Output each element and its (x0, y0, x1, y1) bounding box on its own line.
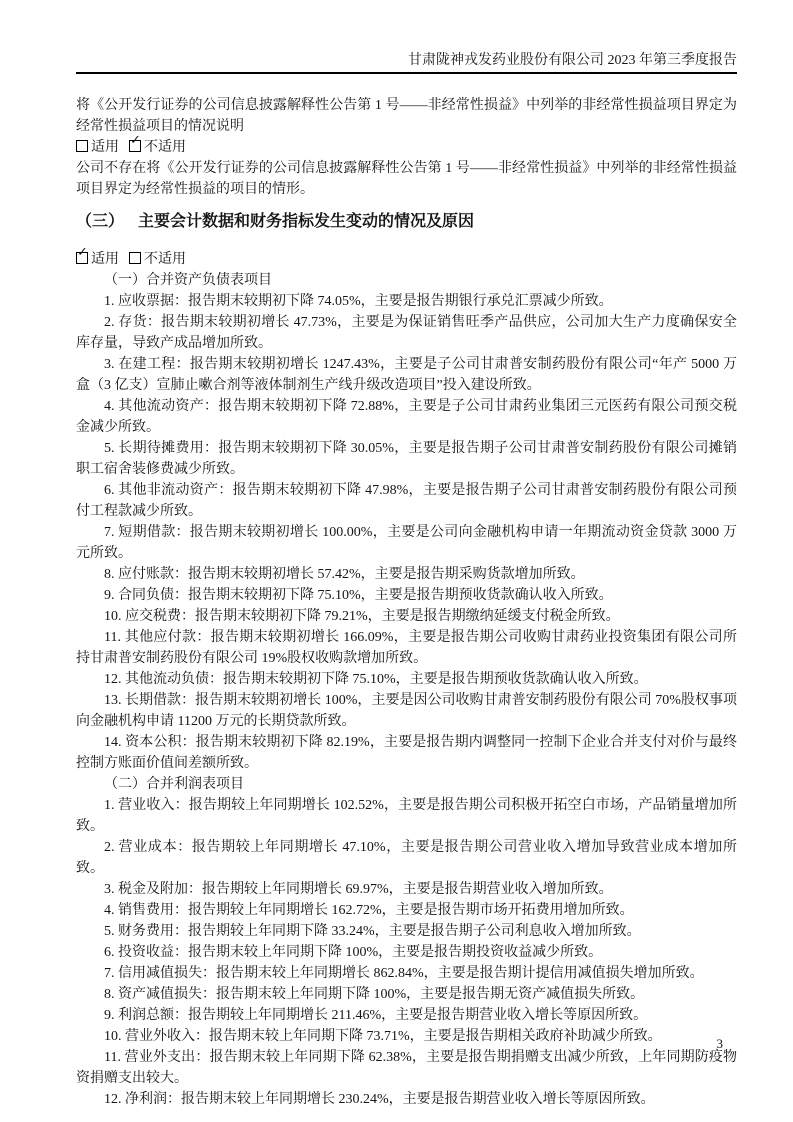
option-applicable (76, 245, 119, 270)
income-item: 8. 资产减值损失：报告期末较上年同期下降 100%，主要是报告期无资产减值损失所致。 (104, 987, 645, 1002)
balance-item: 7. 短期借款：报告期末较期初增长 100.00%，主要是公司向金融机构申请一年期流动资金贷款 3000 万元所致。 (76, 525, 737, 561)
option-not-applicable (129, 249, 186, 270)
section3-title: 主要会计数据和财务指标发生变动的情况及原因 (138, 213, 475, 230)
balance-item: 3. 在建工程：报告期末较期初增长 1247.43%，主要是子公司甘肃普安制药股份有限公司“年产 5000 万盒（3 亿支）宣肺止嗽合剂等液体制剂生产线升级改造项目”投入建设所致。 (76, 357, 737, 393)
not-applicable-label: 不适用 (144, 252, 186, 267)
income-item: 6. 投资收益：报告期末较上年同期下降 100%，主要是报告期投资收益减少所致。 (104, 945, 603, 960)
income-item: 1. 营业收入：报告期较上年同期增长 102.52%，主要是报告期公司积极开拓空白市场，产品销量增加所致。 (76, 798, 737, 834)
checkbox-unchecked-icon (76, 140, 88, 152)
balance-item: 11. 其他应付款：报告期末较期初增长 166.09%，主要是报告期公司收购甘肃药业投资集团有限公司所持甘肃普安制药股份有限公司 19%股权收购款增加所致。 (76, 630, 737, 666)
header-rule (76, 52, 737, 74)
check-mark-icon: ✓ (130, 133, 141, 148)
applicability-row-2 (76, 245, 737, 270)
income-item: 7. 信用减值损失：报告期末较上年同期增长 862.84%，主要是报告期计提信用减值损失增加所致。 (104, 966, 704, 981)
balance-item: 4. 其他流动资产：报告期末较期初下降 72.88%，主要是子公司甘肃药业集团三元医药有限公司预交税金减少所致。 (76, 399, 737, 435)
income-item: 11. 营业外支出：报告期末较上年同期下降 62.38%，主要是报告期捐赠支出减少所致，上年同期防疫物资捐赠支出较大。 (76, 1050, 737, 1086)
checkbox-unchecked-icon (129, 252, 141, 264)
applicability-row-1 (76, 133, 737, 158)
checkbox-checked-icon (129, 133, 141, 152)
balance-item: 1. 应收票据：报告期末较期初下降 74.05%，主要是报告期银行承兑汇票减少所致。 (104, 294, 613, 309)
page-number: 3 (716, 1036, 723, 1051)
check-mark-icon: ✓ (77, 245, 88, 260)
applicable-label: 适用 (91, 252, 119, 267)
balance-item: 13. 长期借款：报告期末较期初增长 100%，主要是因公司收购甘肃普安制药股份有限公司 70%股权事项向金融机构申请 11200 万元的长期贷款所致。 (76, 693, 737, 729)
balance-item: 12. 其他流动负债：报告期末较期初下降 75.10%，主要是报告期预收货款确认收入所致。 (104, 672, 648, 687)
balance-sheet-subheading: （一）合并资产负债表项目 (104, 273, 272, 288)
document-body (76, 95, 737, 1110)
not-applicable-label: 不适用 (144, 140, 186, 155)
income-item: 3. 税金及附加：报告期较上年同期增长 69.97%，主要是报告期营业收入增加所致。 (104, 882, 613, 897)
balance-item: 10. 应交税费：报告期末较期初下降 79.21%，主要是报告期缴纳延缓支付税金所致。 (104, 609, 620, 624)
option-applicable (76, 137, 119, 158)
page-header (76, 0, 737, 74)
income-item: 4. 销售费用：报告期较上年同期增长 162.72%，主要是报告期市场开拓费用增加所致。 (104, 903, 634, 918)
section3-number: （三） (76, 213, 125, 230)
nonrecurring-statement-explanation: 公司不存在将《公开发行证券的公司信息披露解释性公告第 1 号——非经常性损益》中列举的非经常性损益项目界定为经常性损益的项目的情形。 (76, 161, 737, 197)
nonrecurring-statement-title: 将《公开发行证券的公司信息披露解释性公告第 1 号——非经常性损益》中列举的非经常性损益项目界定为经常性损益项目的情况说明 (76, 98, 737, 134)
balance-item: 6. 其他非流动资产：报告期末较期初下降 47.98%，主要是报告期子公司甘肃普安制药股份有限公司预付工程款减少所致。 (76, 483, 737, 519)
checkbox-checked-icon (76, 245, 88, 264)
income-item: 5. 财务费用：报告期较上年同期下降 33.24%，主要是报告期子公司利息收入增加所致。 (104, 924, 641, 939)
balance-item: 9. 合同负债：报告期末较期初下降 75.10%，主要是报告期预收货款确认收入所致。 (104, 588, 613, 603)
income-item: 9. 利润总额：报告期较上年同期增长 211.46%，主要是报告期营业收入增长等原因所致。 (104, 1008, 648, 1023)
applicable-label: 适用 (91, 140, 119, 155)
income-item: 10. 营业外收入：报告期末较上年同期下降 73.71%，主要是报告期相关政府补助减少所致。 (104, 1029, 662, 1044)
balance-item: 2. 存货：报告期末较期初增长 47.73%，主要是为保证销售旺季产品供应，公司加大生产力度确保安全库存量，导致产成品增加所致。 (76, 315, 737, 351)
option-not-applicable (129, 133, 186, 158)
section3-heading (76, 211, 737, 233)
income-statement-subheading: （二）合并利润表项目 (104, 777, 244, 792)
income-item: 12. 净利润：报告期末较上年同期增长 230.24%，主要是报告期营业收入增长等原因所致。 (104, 1092, 655, 1107)
balance-item: 14. 资本公积：报告期末较期初下降 82.19%，主要是报告期内调整同一控制下企业合并支付对价与最终控制方账面价值间差额所致。 (76, 735, 737, 771)
header-title: 甘肃陇神戎发药业股份有限公司 2023 年第三季度报告 (408, 53, 737, 68)
balance-item: 8. 应付账款：报告期末较期初增长 57.42%，主要是报告期采购货款增加所致。 (104, 567, 585, 582)
balance-item: 5. 长期待摊费用：报告期末较期初下降 30.05%，主要是报告期子公司甘肃普安制药股份有限公司摊销职工宿舍装修费减少所致。 (76, 441, 737, 477)
income-item: 2. 营业成本：报告期较上年同期增长 47.10%，主要是报告期公司营业收入增加导致营业成本增加所致。 (76, 840, 737, 876)
